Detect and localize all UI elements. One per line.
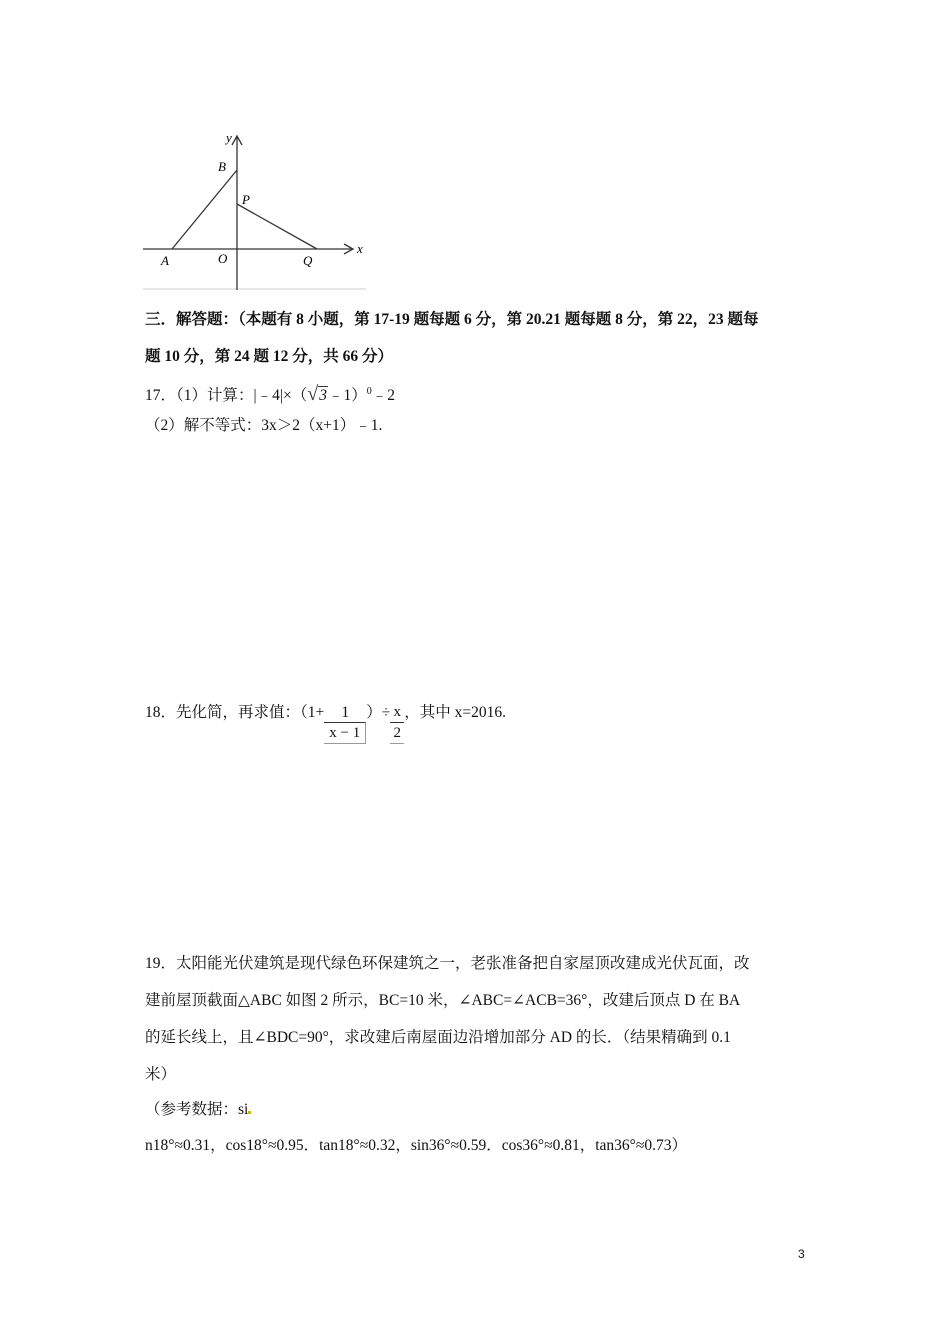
page-number: 3 [798,1247,805,1261]
segment-AB [172,170,237,249]
coordinate-figure [140,128,372,293]
q17-part1-suffix: ﹣2 [371,387,395,405]
question-19-line2: 建前屋顶截面△ABC 如图 2 所示，BC=10 米，∠ABC=∠ACB=36°，改建后顶点 D 在 BA [145,992,741,1009]
section-heading-line2: 题 10 分，第 24 题 12 分，共 66 分） [145,348,394,365]
question-19-line1: 19．太阳能光伏建筑是现代绿色环保建筑之一，老张准备把自家屋顶改建成光伏瓦面，改 [145,955,750,972]
question-17-part2: （2）解不等式：3x＞2（x+1）﹣1. [145,417,383,434]
question-17-part1 [145,382,395,406]
fraction-1-numerator: 1 [341,704,350,721]
point-label-P: P [242,192,250,207]
point-label-Q: Q [303,253,313,268]
question-18 [145,703,506,744]
scan-dot [248,1111,251,1114]
q18-suffix: ，其中 x=2016. [404,704,507,721]
sqrt-radicand: 3 [319,387,327,405]
fraction-2-denominator: 2 [390,722,404,744]
point-label-A: A [161,253,169,268]
question-19-reference-data: n18°≈0.31，cos18°≈0.95．tan18°≈0.32，sin36°≈0.59．cos36°≈0.81，tan36°≈0.73） [145,1137,688,1154]
y-axis-label: y [226,130,232,145]
fraction-1-denominator: x − 1 [324,722,366,744]
point-label-O: O [218,251,228,266]
point-label-B: B [218,159,226,174]
fraction-2-numerator: x [393,704,402,720]
question-19-reference-label: （参考数据：si [145,1100,251,1120]
q17-exponent: 0 [366,386,372,397]
fraction-2 [390,703,404,744]
q18-prefix: 18．先化简，再求值：（1+ [145,704,325,721]
sqrt-icon: √ [307,383,319,406]
q17-part1-mid: ﹣1） [327,387,367,405]
section-heading-line1: 三．解答题：（本题有 8 小题，第 17-19 题每题 6 分，第 20.21 题每题 8 分，第 22，23 题每 [145,311,759,328]
segment-PQ [237,204,317,249]
x-axis-label: x [357,241,363,256]
fraction-1 [324,703,366,744]
q18-mid: ）÷ [366,704,391,721]
q17-part1-prefix: 17．（1）计算：|﹣4|×（ [145,387,308,405]
question-19-line3: 的延长线上，且∠BDC=90°，求改建后南屋面边沿增加部分 AD 的长．（结果精确到 0.1 [145,1029,731,1046]
question-19-line4: 米） [145,1066,177,1083]
